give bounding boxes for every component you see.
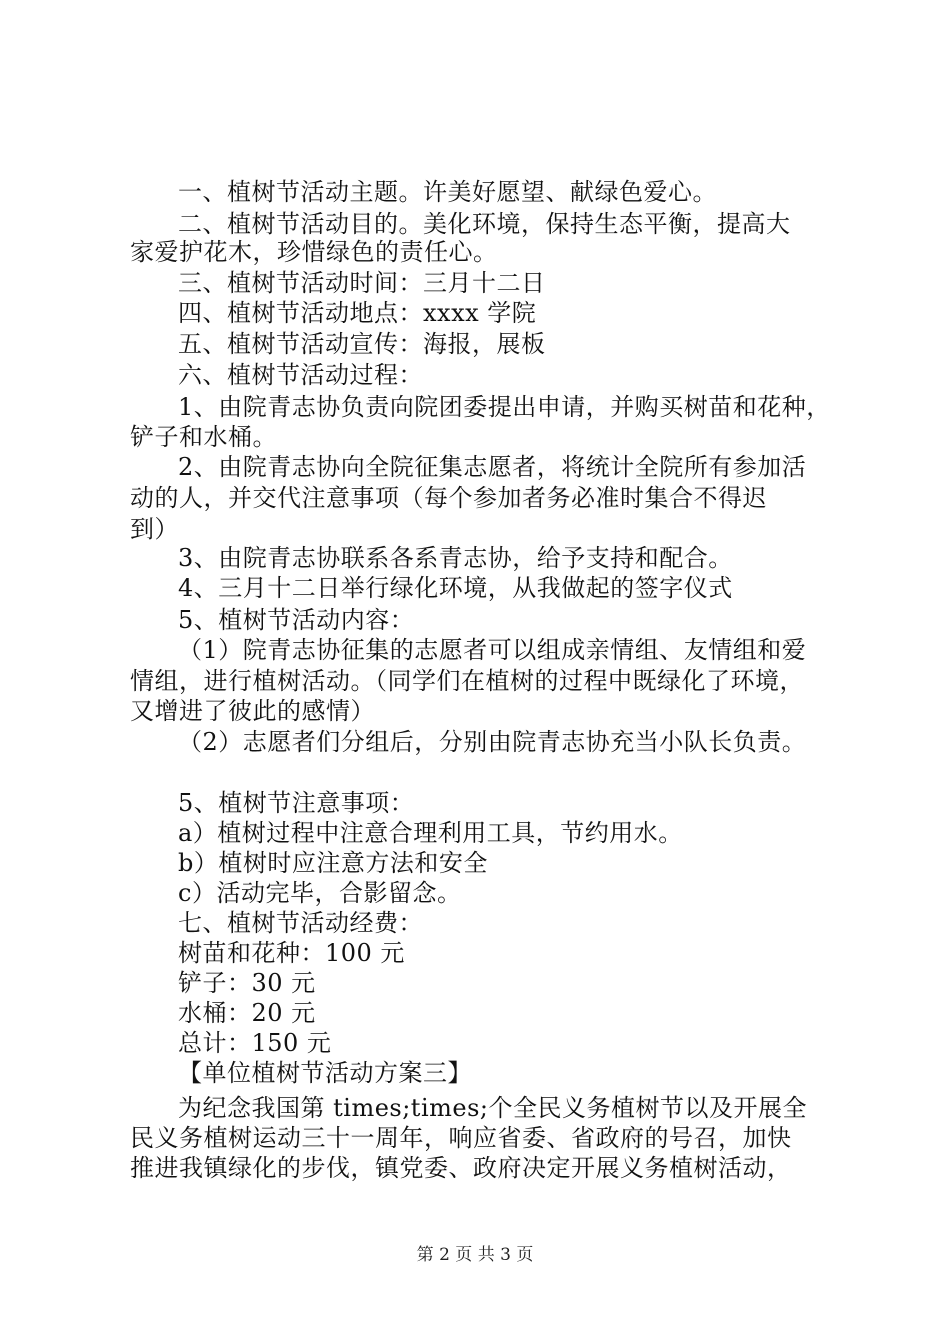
text-line-16: （1）院青志协征集的志愿者可以组成亲情组、友情组和爱 (178, 636, 807, 664)
text-line-10: 2、由院青志协向全院征集志愿者，将统计全院所有参加活 (178, 453, 807, 481)
text-line-31: 民义务植树运动三十一周年，响应省委、省政府的号召，加快 (130, 1124, 792, 1152)
page-footer: 第 2 页 共 3 页 (416, 1245, 534, 1265)
text-line-11: 动的人，并交代注意事项（每个参加者务必准时集合不得迟 (130, 484, 767, 512)
text-line-13: 3、由院青志协联系各系青志协，给予支持和配合。 (178, 544, 733, 572)
text-line-14: 4、三月十二日举行绿化环境，从我做起的签字仪式 (178, 574, 733, 602)
text-line-30: 为纪念我国第 times;times;个全民义务植树节以及开展全 (178, 1094, 807, 1122)
text-line-19: （2）志愿者们分组后，分别由院青志协充当小队长负责。 (178, 728, 807, 756)
text-line-15: 5、植树节活动内容： (178, 606, 415, 634)
text-line-3: 家爱护花木，珍惜绿色的责任心。 (130, 238, 498, 266)
text-line-4: 三、植树节活动时间：三月十二日 (178, 269, 546, 297)
text-line-2: 二、植树节活动目的。美化环境，保持生态平衡，提高大 (178, 210, 791, 238)
text-line-18: 又增进了彼此的感情） (130, 697, 375, 725)
text-line-29: 【单位植树节活动方案三】 (178, 1059, 472, 1087)
text-line-6: 五、植树节活动宣传：海报，展板 (178, 330, 546, 358)
text-line-12: 到） (130, 515, 179, 543)
text-line-8: 1、由院青志协负责向院团委提出申请，并购买树苗和花种， (178, 393, 831, 421)
text-line-7: 六、植树节活动过程： (178, 361, 423, 389)
text-line-9: 铲子和水桶。 (130, 423, 277, 451)
text-line-21: a）植树过程中注意合理利用工具，节约用水。 (178, 819, 683, 847)
text-line-1: 一、植树节活动主题。许美好愿望、献绿色爱心。 (178, 178, 717, 206)
text-line-24: 七、植树节活动经费： (178, 909, 423, 937)
text-line-22: b）植树时应注意方法和安全 (178, 849, 488, 877)
text-line-32: 推进我镇绿化的步伐，镇党委、政府决定开展义务植树活动， (130, 1154, 792, 1182)
text-line-25: 树苗和花种：100 元 (178, 939, 405, 967)
text-line-23: c）活动完毕，合影留念。 (178, 879, 462, 907)
text-line-27: 水桶：20 元 (178, 999, 316, 1027)
text-line-5: 四、植树节活动地点：xxxx 学院 (178, 299, 537, 327)
text-line-17: 情组，进行植树活动。（同学们在植树的过程中既绿化了环境， (130, 667, 804, 695)
text-line-26: 铲子：30 元 (178, 969, 316, 997)
text-line-20: 5、植树节注意事项： (178, 789, 415, 817)
text-line-28: 总计：150 元 (178, 1029, 332, 1057)
